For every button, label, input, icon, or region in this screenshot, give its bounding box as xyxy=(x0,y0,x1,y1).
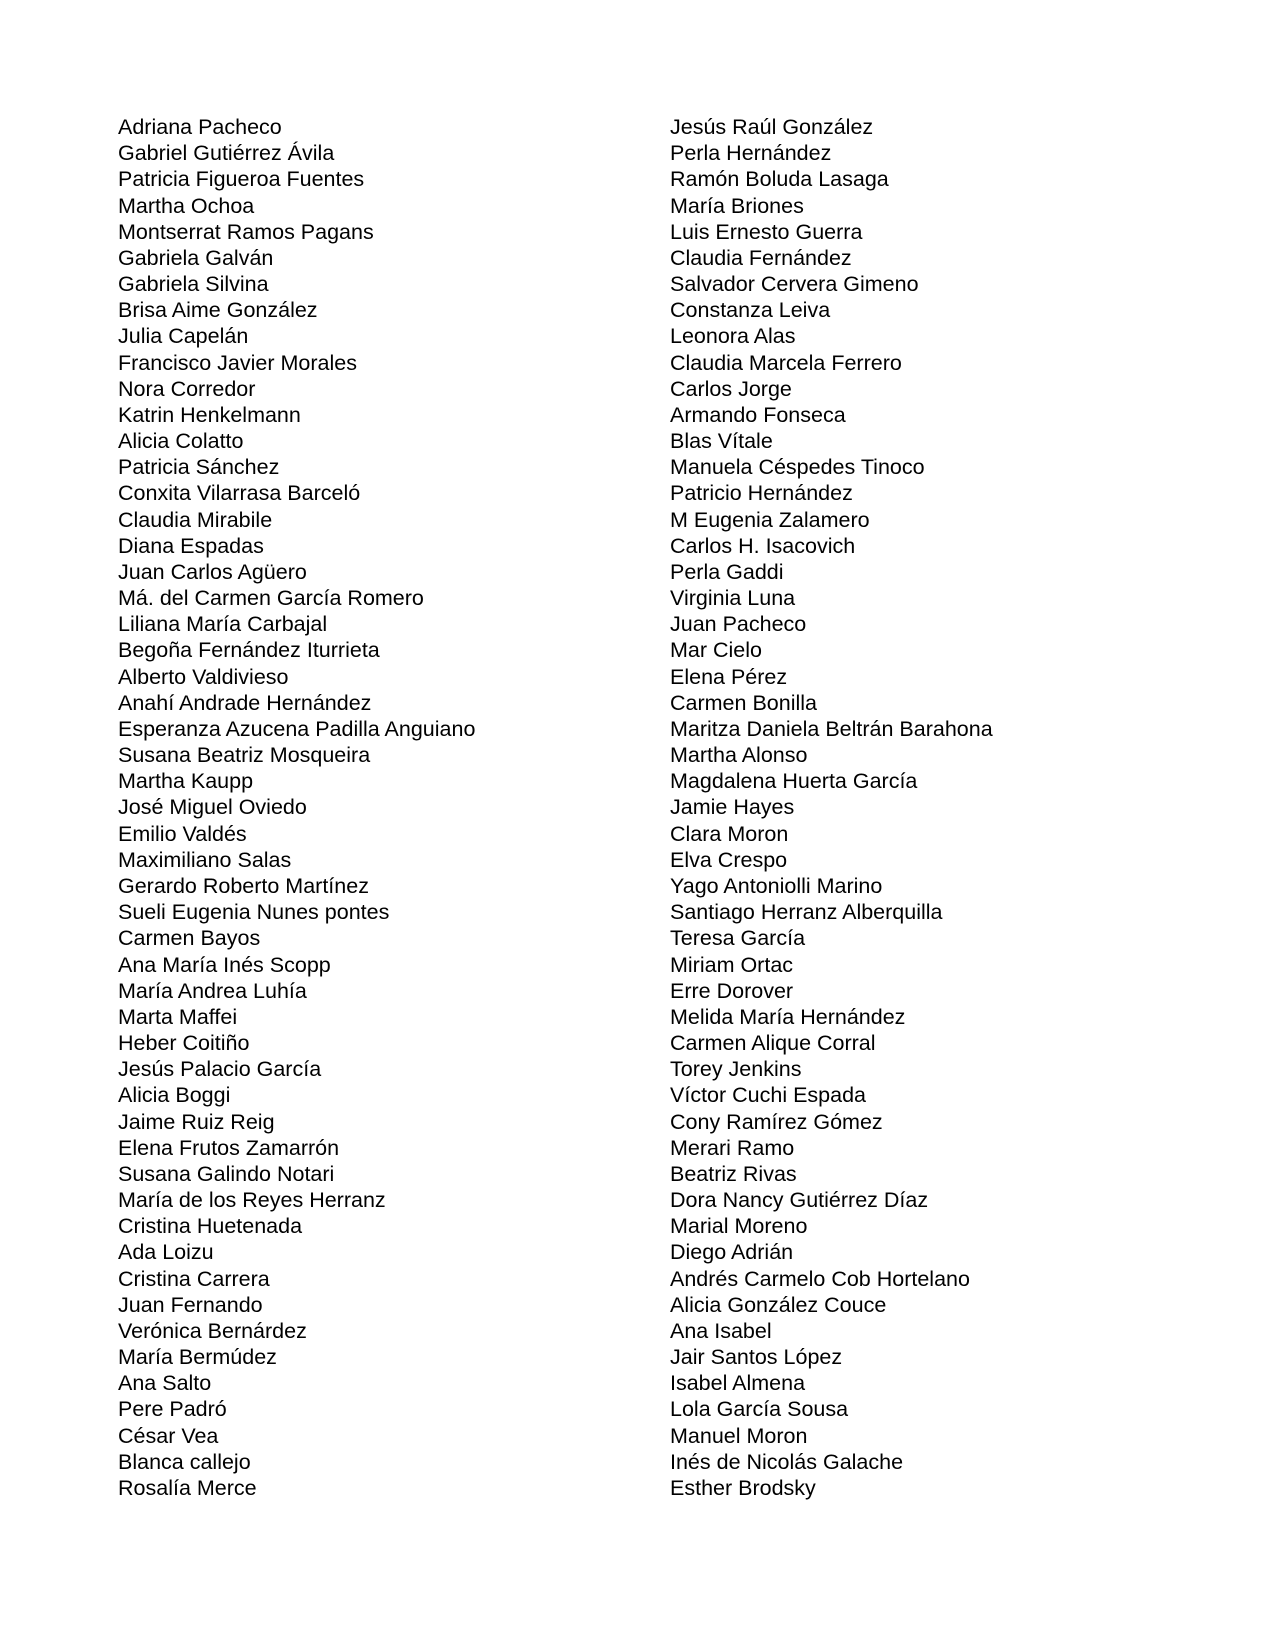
name-list-left-column xyxy=(118,114,638,1501)
name-list-right-column xyxy=(670,114,1250,1501)
name-list-item: Gabriela Silvina xyxy=(118,272,269,297)
name-list-item: Elena Pérez xyxy=(670,664,788,689)
name-list-item: Carlos Jorge xyxy=(670,376,792,401)
name-list-item: María Andrea Luhía xyxy=(118,978,307,1003)
name-list-item: Diego Adrián xyxy=(670,1240,794,1265)
name-list-item: Manuel Moron xyxy=(670,1423,808,1448)
name-list-item: Cony Ramírez Gómez xyxy=(670,1109,883,1134)
name-list-item: Diana Espadas xyxy=(118,533,264,558)
name-list-item: Verónica Bernárdez xyxy=(118,1318,307,1343)
name-list-item: Marial Moreno xyxy=(670,1214,808,1239)
name-list-item: Blas Vítale xyxy=(670,429,773,454)
name-list-item: José Miguel Oviedo xyxy=(118,795,307,820)
name-list-item: Mar Cielo xyxy=(670,638,762,663)
name-list-item: Carmen Bonilla xyxy=(670,690,817,715)
name-list-item: Alicia Boggi xyxy=(118,1083,231,1108)
name-list-item: César Vea xyxy=(118,1423,219,1448)
name-list-item: Melida María Hernández xyxy=(670,1004,906,1029)
name-list-item: Alberto Valdivieso xyxy=(118,664,289,689)
name-list-item: Julia Capelán xyxy=(118,324,249,349)
name-list-item: Isabel Almena xyxy=(670,1371,806,1396)
name-list-item: Esther Brodsky xyxy=(670,1475,816,1500)
name-list-item: Carmen Alique Corral xyxy=(670,1031,876,1056)
name-list-item: Maximiliano Salas xyxy=(118,847,292,872)
name-list-item: Heber Coitiño xyxy=(118,1031,250,1056)
name-list-item: Susana Beatriz Mosqueira xyxy=(118,743,371,768)
name-list-item: Santiago Herranz Alberquilla xyxy=(670,900,943,925)
name-list-item: Perla Gaddi xyxy=(670,559,784,584)
name-list-item: Elva Crespo xyxy=(670,847,788,872)
name-list-item: Jair Santos López xyxy=(670,1345,843,1370)
name-list-item: Miriam Ortac xyxy=(670,952,794,977)
name-list-item: Conxita Vilarrasa Barceló xyxy=(118,481,361,506)
name-list-item: Juan Carlos Agüero xyxy=(118,559,307,584)
name-list-item: Ana Isabel xyxy=(670,1318,772,1343)
name-list-item: Pere Padró xyxy=(118,1397,227,1422)
name-list-item: Martha Alonso xyxy=(670,743,808,768)
name-list-item: Gabriela Galván xyxy=(118,245,274,270)
name-list-item: Cristina Huetenada xyxy=(118,1214,303,1239)
name-list-item: Ana Salto xyxy=(118,1371,212,1396)
name-list-item: Clara Moron xyxy=(670,821,789,846)
name-list-item: Martha Kaupp xyxy=(118,769,254,794)
name-list-item: Jesús Palacio García xyxy=(118,1057,322,1082)
name-list-item: Emilio Valdés xyxy=(118,821,247,846)
name-list-item: Alicia Colatto xyxy=(118,429,244,454)
name-list-item: Sueli Eugenia Nunes pontes xyxy=(118,900,390,925)
name-list-item: Carmen Bayos xyxy=(118,926,261,951)
name-list-item: Claudia Mirabile xyxy=(118,507,273,532)
name-list-item: Esperanza Azucena Padilla Anguiano xyxy=(118,716,476,741)
name-list-item: Juan Pacheco xyxy=(670,612,807,637)
name-list-item: Blanca callejo xyxy=(118,1449,251,1474)
name-list-item: Leonora Alas xyxy=(670,324,796,349)
name-list-item: Jamie Hayes xyxy=(670,795,795,820)
name-list-item: Ada Loizu xyxy=(118,1240,214,1265)
name-list-item: Gabriel Gutiérrez Ávila xyxy=(118,141,335,166)
name-list-item: Lola García Sousa xyxy=(670,1397,849,1422)
name-list-item: Claudia Marcela Ferrero xyxy=(670,350,902,375)
name-list-item: Nora Corredor xyxy=(118,376,256,401)
name-list-item: Rosalía Merce xyxy=(118,1475,257,1500)
name-list-item: Begoña Fernández Iturrieta xyxy=(118,638,380,663)
name-list-item: Marta Maffei xyxy=(118,1004,238,1029)
name-list-item: Beatriz Rivas xyxy=(670,1161,797,1186)
name-list-item: Erre Dorover xyxy=(670,978,794,1003)
name-list-item: M Eugenia Zalamero xyxy=(670,507,870,532)
name-list-item: Perla Hernández xyxy=(670,141,832,166)
name-list-item: Patricia Sánchez xyxy=(118,455,280,480)
name-list-item: Yago Antoniolli Marino xyxy=(670,873,883,898)
name-list-item: Patricio Hernández xyxy=(670,481,853,506)
name-list-item: Andrés Carmelo Cob Hortelano xyxy=(670,1266,970,1291)
name-list-item: Adriana Pacheco xyxy=(118,115,282,139)
name-list-item: Brisa Aime González xyxy=(118,298,318,323)
name-list-item: Merari Ramo xyxy=(670,1135,795,1160)
name-list-item: Víctor Cuchi Espada xyxy=(670,1083,866,1108)
name-list-item: Luis Ernesto Guerra xyxy=(670,219,863,244)
name-list-item: María Bermúdez xyxy=(118,1345,277,1370)
name-list-item: Cristina Carrera xyxy=(118,1266,270,1291)
name-list-item: Gerardo Roberto Martínez xyxy=(118,873,369,898)
name-list-item: Patricia Figueroa Fuentes xyxy=(118,167,365,192)
name-list-item: Inés de Nicolás Galache xyxy=(670,1449,904,1474)
name-list-item: Constanza Leiva xyxy=(670,298,831,323)
name-list-item: Má. del Carmen García Romero xyxy=(118,586,424,611)
name-list-item: Susana Galindo Notari xyxy=(118,1161,335,1186)
name-list-item: Armando Fonseca xyxy=(670,402,846,427)
name-list-item: Maritza Daniela Beltrán Barahona xyxy=(670,716,993,741)
name-list-item: Francisco Javier Morales xyxy=(118,350,357,375)
name-list-item: Ramón Boluda Lasaga xyxy=(670,167,889,192)
name-list-item: Virginia Luna xyxy=(670,586,796,611)
name-list-item: Elena Frutos Zamarrón xyxy=(118,1135,340,1160)
name-list-item: Jaime Ruiz Reig xyxy=(118,1109,275,1134)
name-list-item: Teresa García xyxy=(670,926,806,951)
name-list-item: Liliana María Carbajal xyxy=(118,612,328,637)
name-list-item: Martha Ochoa xyxy=(118,193,255,218)
name-list-item: Manuela Céspedes Tinoco xyxy=(670,455,925,480)
name-list-item: María Briones xyxy=(670,193,804,218)
name-list-item: Dora Nancy Gutiérrez Díaz xyxy=(670,1188,929,1213)
name-list-item: Magdalena Huerta García xyxy=(670,769,918,794)
name-list-item: Ana María Inés Scopp xyxy=(118,952,331,977)
name-list-item: Juan Fernando xyxy=(118,1292,263,1317)
name-list-item: María de los Reyes Herranz xyxy=(118,1188,386,1213)
name-list-item: Alicia González Couce xyxy=(670,1292,887,1317)
name-list-item: Torey Jenkins xyxy=(670,1057,802,1082)
name-list-item: Katrin Henkelmann xyxy=(118,402,301,427)
name-list-item: Jesús Raúl González xyxy=(670,115,874,139)
name-list-item: Anahí Andrade Hernández xyxy=(118,690,372,715)
name-list-item: Claudia Fernández xyxy=(670,245,852,270)
name-list-item: Salvador Cervera Gimeno xyxy=(670,272,919,297)
name-list-item: Carlos H. Isacovich xyxy=(670,533,856,558)
name-list-item: Montserrat Ramos Pagans xyxy=(118,219,374,244)
